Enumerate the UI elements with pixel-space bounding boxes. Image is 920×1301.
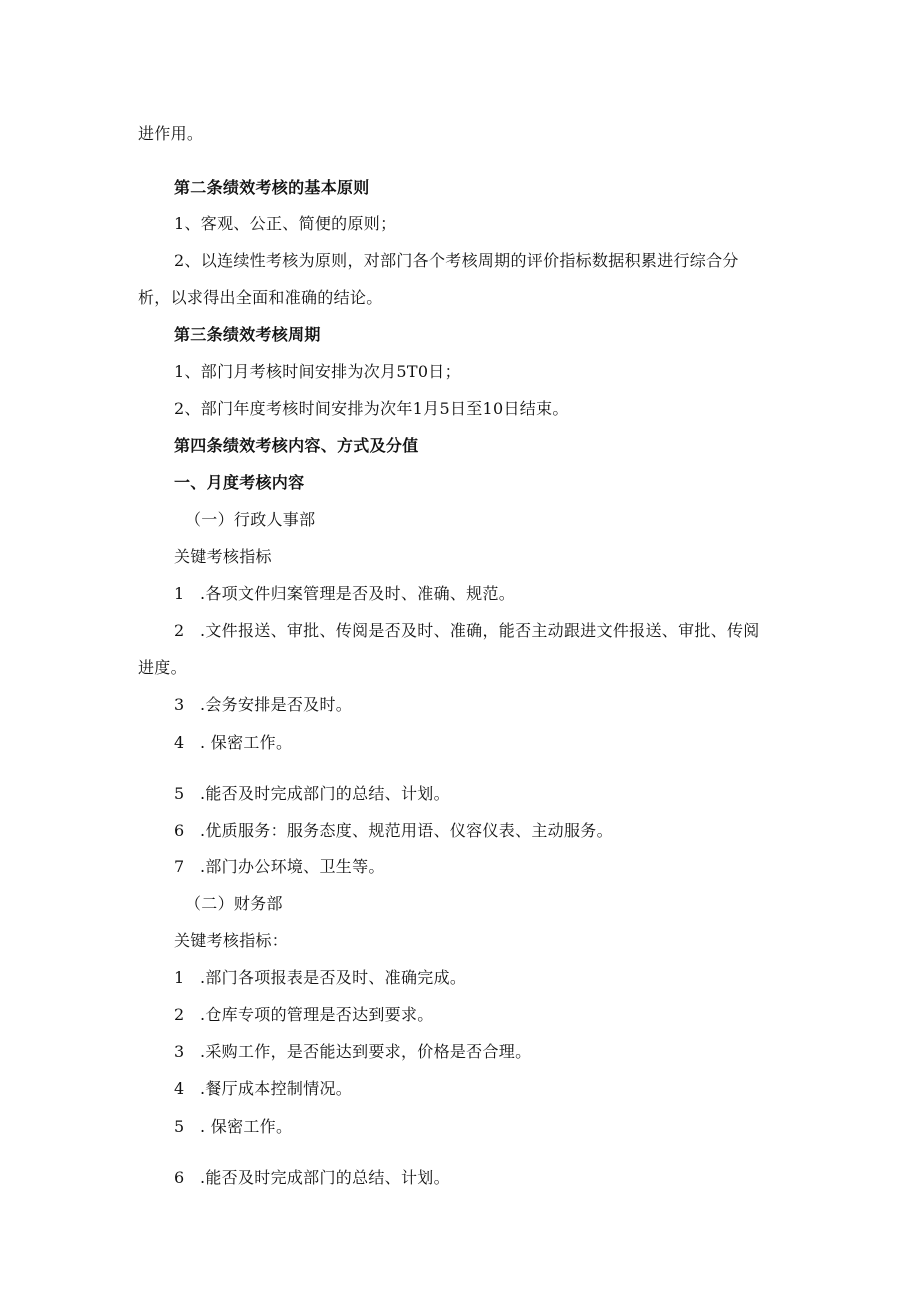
item-number: 2 — [174, 1005, 185, 1024]
list-item — [174, 857, 385, 877]
article4-heading: 第四条绩效考核内容、方式及分值 — [174, 436, 419, 455]
section-title-finance: （二）财务部 — [185, 894, 283, 913]
article2-heading: 第二条绩效考核的基本原则 — [174, 178, 370, 197]
item-text: .采购工作，是否能达到要求，价格是否合理。 — [200, 1042, 532, 1061]
continuation-text: 进作用。 — [138, 124, 204, 143]
list-item — [174, 968, 466, 988]
article2-item-1: 1、客观、公正、简便的原则； — [174, 214, 397, 233]
item-number: 7 — [174, 857, 185, 876]
item-text: .各项文件归案管理是否及时、准确、规范。 — [200, 584, 516, 603]
article2-item-2-cont: 析，以求得出全面和准确的结论。 — [138, 288, 383, 307]
item-number: 4 — [174, 1079, 185, 1098]
item-number: 3 — [174, 695, 185, 714]
list-item — [174, 1168, 450, 1188]
list-item — [174, 1079, 352, 1099]
list-item — [174, 821, 613, 841]
item-number: 6 — [174, 1168, 185, 1187]
item-number: 5 — [174, 1117, 185, 1136]
item-text: .仓库专项的管理是否达到要求。 — [200, 1005, 434, 1024]
item-number: 5 — [174, 784, 185, 803]
monthly-subheading: 一、月度考核内容 — [174, 473, 305, 492]
item-text: .优质服务：服务态度、规范用语、仪容仪表、主动服务。 — [200, 821, 613, 840]
kpi-label-finance: 关键考核指标： — [174, 931, 289, 950]
article2-item-2: 2、以连续性考核为原则，对部门各个考核周期的评价指标数据积累进行综合分 — [174, 251, 739, 270]
list-item-continuation: 进度。 — [138, 658, 187, 677]
item-text: . 保密工作。 — [200, 1117, 293, 1136]
list-item — [174, 1042, 531, 1062]
list-item — [174, 695, 352, 715]
item-number: 1 — [174, 968, 185, 987]
item-number: 6 — [174, 821, 185, 840]
item-text: .能否及时完成部门的总结、计划。 — [200, 1168, 450, 1187]
section-title-admin-hr: （一）行政人事部 — [185, 510, 316, 529]
item-number: 1 — [174, 584, 185, 603]
item-text: .餐厅成本控制情况。 — [200, 1079, 353, 1098]
item-number: 2 — [174, 621, 185, 640]
list-item — [174, 784, 450, 804]
article3-item-2: 2、部门年度考核时间安排为次年1月5日至10日结束。 — [174, 399, 569, 418]
item-number: 3 — [174, 1042, 185, 1061]
item-text: .文件报送、审批、传阅是否及时、准确，能否主动跟进文件报送、审批、传阅 — [200, 621, 760, 640]
item-number: 4 — [174, 733, 185, 752]
kpi-label-admin-hr: 关键考核指标 — [174, 547, 272, 566]
list-item — [174, 1117, 292, 1137]
list-item — [174, 621, 760, 641]
item-text: .部门办公环境、卫生等。 — [200, 857, 385, 876]
list-item — [174, 584, 515, 604]
item-text: . 保密工作。 — [200, 733, 293, 752]
item-text: .能否及时完成部门的总结、计划。 — [200, 784, 450, 803]
article3-heading: 第三条绩效考核周期 — [174, 325, 321, 344]
item-text: .部门各项报表是否及时、准确完成。 — [200, 968, 467, 987]
article3-item-1: 1、部门月考核时间安排为次月5T0日； — [174, 362, 461, 381]
list-item — [174, 1005, 434, 1025]
item-text: .会务安排是否及时。 — [200, 695, 353, 714]
list-item — [174, 733, 292, 753]
